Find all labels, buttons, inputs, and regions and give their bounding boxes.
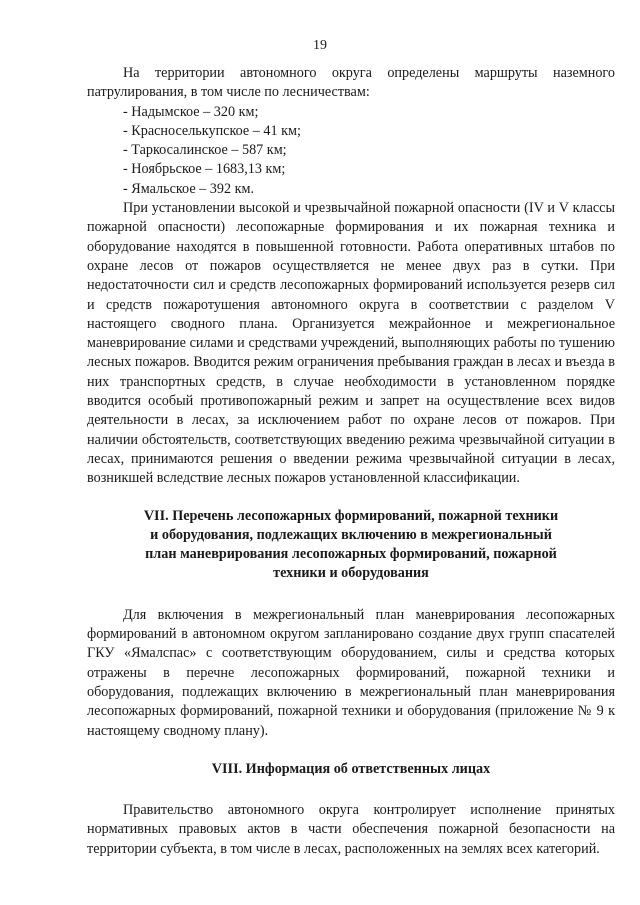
section-7-heading [87, 507, 615, 584]
list-item: - Красноселькупское – 41 км; [123, 122, 301, 139]
heading-line: VII. Перечень лесопожарных формирований, пожарной техники [143, 507, 559, 524]
heading-line: и оборудования, подлежащих включению в межрегиональный [150, 526, 552, 543]
patrol-routes-list [87, 103, 615, 199]
routes-intro: На территории автономного округа определены маршруты наземного патрулирования, в том числе по лесничествам: [87, 65, 615, 101]
list-item: - Ямальское – 392 км. [123, 180, 255, 197]
section-7-text: Для включения в межрегиональный план маневрирования лесопожарных формирований в автономном округом запланировано создание двух групп спасателей ГКУ «Ямалспас» с соответствующим оборудованием, силы и средства которых отражены в перечне лесопожарных формирований, пожарной техники и оборудования, подлежащих включению в межрегиональный план маневрирования лесопожарных формирований, пожарной техники и оборудования (приложение № 9 к настоящему сводному плану). [87, 606, 615, 739]
list-item: - Ноябрьское – 1683,13 км; [123, 161, 286, 178]
heading-line: план маневрирования лесопожарных формирований, пожарной [145, 546, 557, 563]
fire-danger-paragraph: При установлении высокой и чрезвычайной пожарной опасности (IV и V классы пожарной опасности) лесопожарные формирования и их пожарная техника и оборудование находятся в повышенной готовности. Работа оперативных штабов по охране лесов от пожаров осуществляется не менее двух раз в сутки. При недостаточности сил и средств лесопожарных формирований используется резерв сил и средств пожаротушения автономного округа в соответствии с разделом V настоящего сводного плана. Организуется межрайонное и межрегиональное маневрирование силами и средствами учреждений, выполняющих работы по тушению лесных пожаров. Вводится режим ограничения пребывания граждан в лесах и въезда в них транспортных средств, в случае необходимости в установленном порядке вводится особый противопожарный режим и запрет на осуществление всех видов деятельности в лесах, за исключением работ по охране лесов от пожаров. При наличии обстоятельств, соответствующих введению режима чрезвычайной ситуации в лесах, принимаются решения о введении режима чрезвычайной ситуации в лесах, возникшей вследствие лесных пожаров установленной классификации. [87, 200, 615, 487]
page-number: 19 [313, 38, 327, 53]
page-content [87, 64, 615, 859]
section-8-text: Правительство автономного округа контролирует исполнение принятых нормативных правовых актов в части обеспечения пожарной безопасности на территории субъекта, в том числе в лесах, расположенных на землях всех категорий. [87, 802, 615, 857]
list-item: - Таркосалинское – 587 км; [123, 142, 287, 159]
section-8-heading: VIII. Информация об ответственных лицах [211, 760, 491, 777]
list-item: - Надымское – 320 км; [123, 103, 259, 120]
heading-line: техники и оборудования [273, 565, 429, 582]
